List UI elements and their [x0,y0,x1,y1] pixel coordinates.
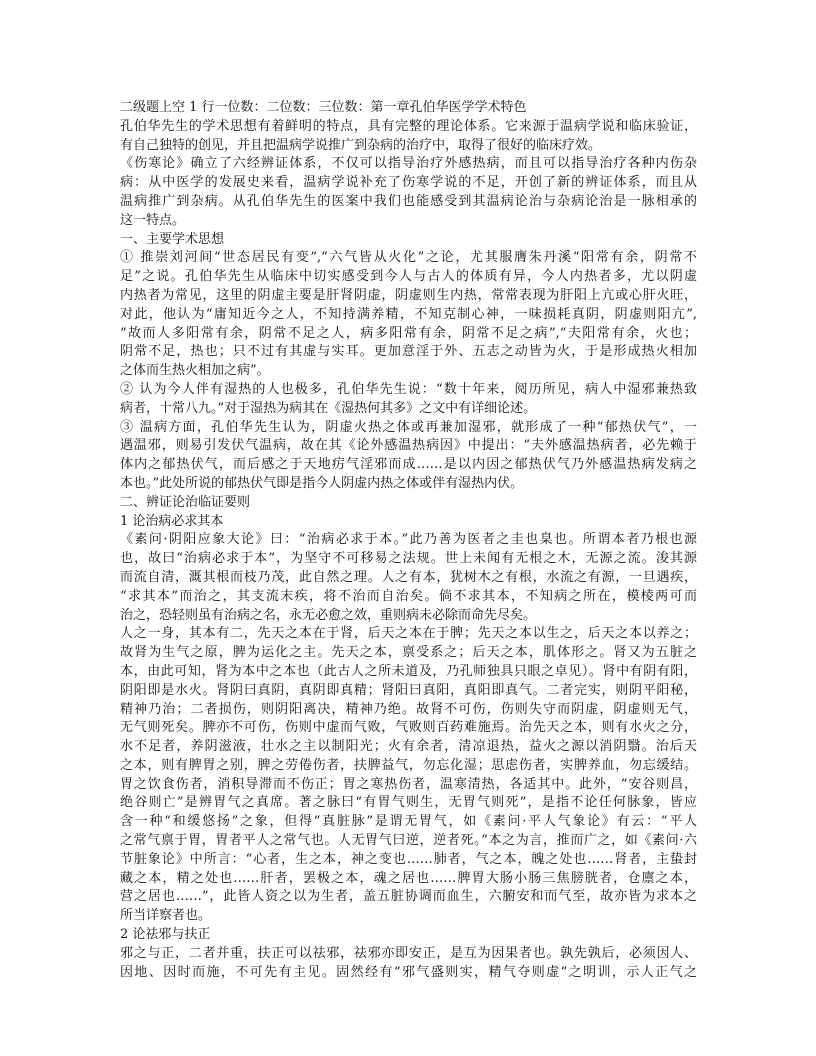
text-line: 人之一身，其本有二，先天之本在于肾，后天之本在于脾；先天之本以生之，后天之本以养之； [120,626,697,642]
text-line: “故而人多阳常有余，阴常不足之人，病多阳常有余，阴常不足之病”,“夫阳常有余，火也； [120,325,697,341]
text-line: 遇温邪，则易引发伏气温病，故在其《论外感温热病因》中提出：“夫外感温热病者，必先赖于 [120,438,697,454]
text-line: 阴阳即是水火。肾阴曰真阴，真阴即真精；肾阳曰真阳，真阳即真气。二者完实，则阴平阳秘， [120,682,697,698]
text-line: 故肾为生气之原，脾为运化之主。先天之本，禀受系之；后天之本，肌体形之。肾又为五脏之 [120,645,697,661]
text-line: 对此，他认为“庸知近今之人，不知持满养精，不知克制心神，一味损耗真阴，阴虚则阳亢”, [120,306,697,322]
text-line: 本也。”此处所说的郁热伏气即是指今人阴虚内热之体或伴有湿热内伏。 [120,475,524,491]
text-line: “求其本”而治之，其支流末疾，将不治而自治矣。倘不求其本，不知病之所在，模棱两可而 [120,588,697,604]
text-line: 体内之郁热伏气，而后感之于天地疠气淫邪而成……是以内因之郁热伏气乃外感温热病发病之 [120,457,697,473]
text-line: 因地、因时而施，不可先有主见。固然经有“邪气盛则实，精气夺则虚”之明训，示人正气之 [120,964,697,980]
document-body [120,99,697,982]
text-line: 精神乃治；二者损伤，则阴阳离决，精神乃绝。故肾不可伤，伤则失守而阴虚，阴虚则无气， [120,701,697,717]
text-line: 邪之与正，二者并重，扶正可以祛邪，祛邪亦即安正，是互为因果者也。孰先孰后，必须因人、 [120,945,697,961]
text-line: 之体而生热火相加之病”。 [120,363,270,379]
text-line: 二、辨证论治临证要则 [120,494,251,510]
text-line: 《伤寒论》确立了六经辨证体系，不仅可以指导治疗外感热病，而且可以指导治疗各种内伤杂 [120,156,697,172]
text-line: 节脏象论》中所言：“心者，生之本，神之变也……肺者，气之本，魄之处也……肾者，主蛰封 [120,851,697,867]
text-line: 足”之说。孔伯华先生从临床中切实感受到今人与古人的体质有异，今人内热者多，尤以阴虚 [120,269,697,285]
text-line: ② 认为今人伴有湿热的人也极多，孔伯华先生说：“数十年来，阅历所见，病人中湿邪兼热致 [120,381,697,397]
text-line: 之本，则有脾胃之别，脾之劳倦伤者，扶脾益气，勿忘化湿；思虑伤者，实脾养血，勿忘缓结。 [120,757,697,773]
text-line: 孔伯华先生的学术思想有着鲜明的特点，具有完整的理论体系。它来源于温病学说和临床验证， [120,118,697,134]
text-line: 2 论祛邪与扶正 [120,927,211,943]
text-line: 阴常不足，热也；只不过有其虚与实耳。更加意淫于外、五志之动皆为火，于是形成热火相加 [120,344,697,360]
text-line: 本，由此可知，肾为本中之本也（此古人之所未道及，乃孔师独具只眼之卓见）。肾中有阴有阳， [120,663,697,679]
text-line: 含一种“和缓悠扬”之象，但得“真脏脉”是谓无胃气，如《素问·平人气象论》有云：“平人 [120,814,697,830]
text-line: 之常气禀于胃，胃者平人之常气也。人无胃气曰逆，逆者死。”本之为言，推而广之，如《素问·六 [120,833,697,849]
text-line: 胃之饮食伤者，消积导滞而不伤正；胃之寒热伤者，温寒清热，各适其中。此外，“安谷则昌， [120,776,697,792]
text-line: 无气则死矣。脾亦不可伤，伤则中虚而气败，气败则百药难施焉。治先天之本，则有水火之分， [120,720,697,736]
text-line: 藏之本，精之处也……肝者，罢极之本，魂之居也……脾胃大肠小肠三焦膀胱者，仓廪之本， [120,870,697,886]
text-line: 病：从中医学的发展史来看，温病学说补充了伤寒学说的不足，开创了新的辨证体系，而且从 [120,175,697,191]
text-line: 一、主要学术思想 [120,231,225,247]
text-line: 《素问·阴阳应象大论》曰：“治病必求于本。”此乃善为医者之圭也臬也。所谓本者乃根也源 [120,532,697,548]
text-line: 绝谷则亡”是辨胃气之真席。著之脉曰“有胃气则生，无胃气则死”，是指不论任何脉象，皆应 [120,795,697,811]
text-line: 二级题上空 1 行一位数：二位数：三位数：第一章孔伯华医学学术特色 [120,100,527,115]
text-line: 有自己独特的创见，并且把温病学说推广到杂病的治疗中，取得了很好的临床疗效。 [120,137,602,153]
text-line: ③ 温病方面，孔伯华先生认为，阴虚火热之体或再兼加湿邪，就形成了一种“郁热伏气”，一 [120,419,697,435]
text-line: 病者，十常八九。”对于湿热为病其在《湿热何其多》之文中有详细论述。 [120,400,537,416]
text-line: 水不足者，养阴滋液，壮水之主以制阳光；火有余者，清凉退热，益火之源以消阴翳。治后天 [120,739,697,755]
text-line: 治之，恐轻则虽有治病之名，永无必愈之效，重则病未必除而命先尽矣。 [120,607,537,623]
text-line: 营之居也……”，此皆人资之以为生者，盖五脏协调而血生，六腑安和而气至，故亦皆为求本之 [120,889,697,905]
text-line: 所当详察者也。 [120,908,212,924]
text-line: 而流自清，溉其根而枝乃茂，此自然之理。人之有本，犹树木之有根，水流之有源，一旦遇疾， [120,569,697,585]
text-line: 这一特点。 [120,212,186,228]
text-line: 也，故曰“治病必求于本”，为坚守不可移易之法规。世上未闻有无根之木，无源之流。浚其源 [120,551,697,567]
text-line: ① 推崇刘河间“世态居民有变”,“六气皆从火化”之论，尤其服膺朱丹溪“阳常有余，阴常不 [120,250,697,266]
text-line: 温病推广到杂病。从孔伯华先生的医案中我们也能感受到其温病论治与杂病论治是一脉相承的 [120,193,697,209]
text-line: 1 论治病必求其本 [120,513,224,529]
text-line: 内热者为常见，这里的阴虚主要是肝肾阴虚，阴虚则生内热，常常表现为肝阳上亢或心肝火旺， [120,287,697,303]
